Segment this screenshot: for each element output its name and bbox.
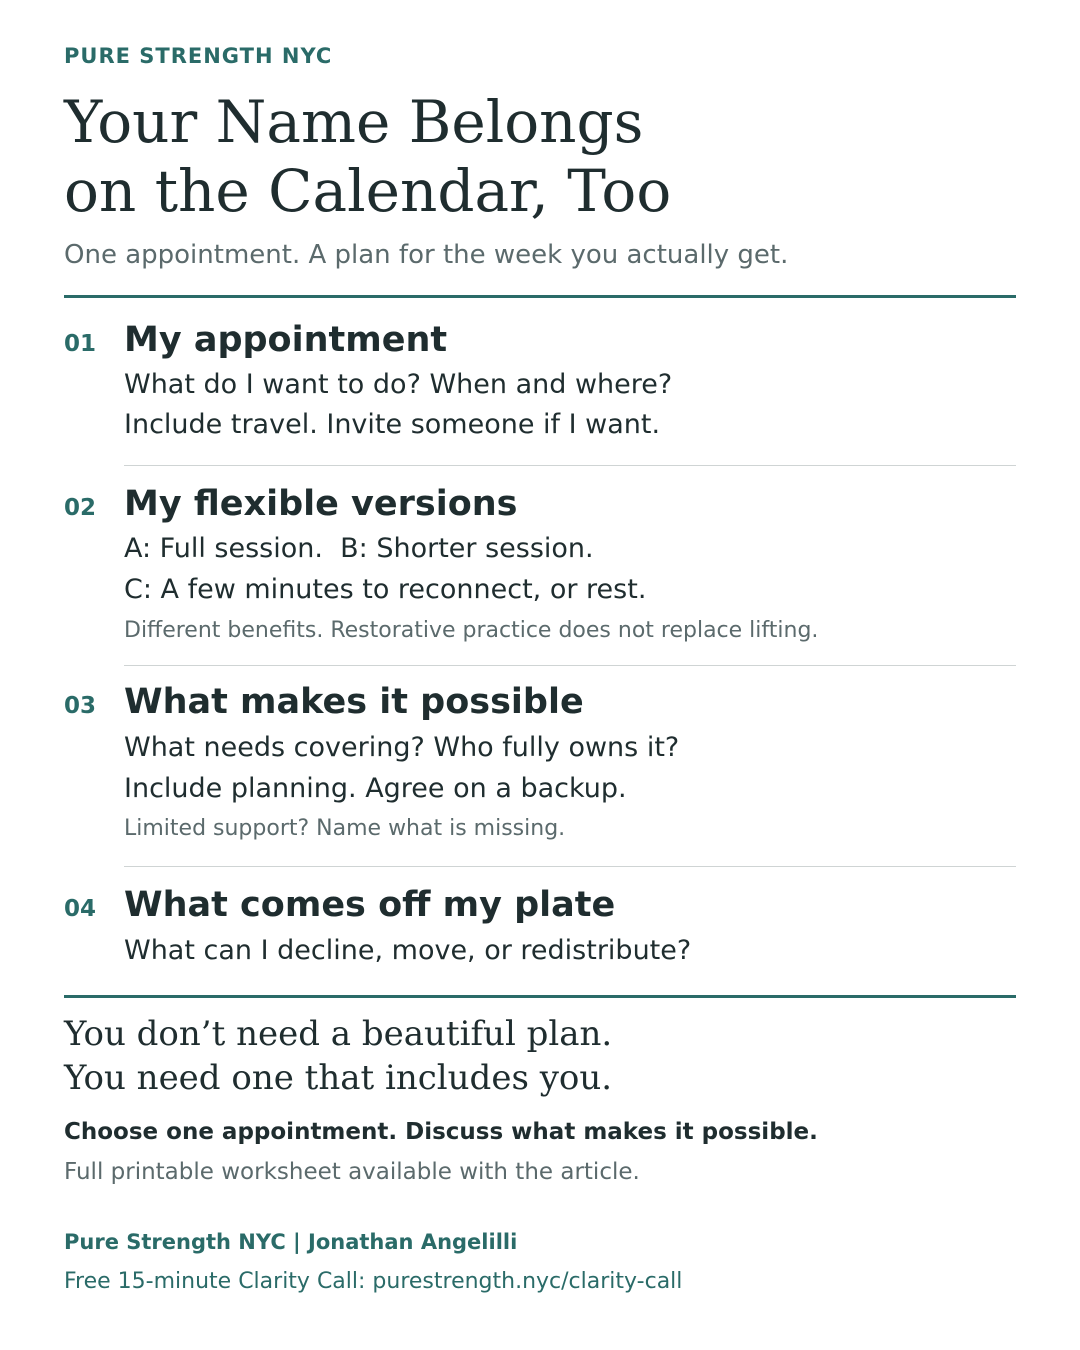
section-number: 02 [64, 495, 97, 521]
section-title: What comes off my plate [124, 885, 616, 925]
section-title: What makes it possible [124, 682, 584, 722]
section-line: A: Full session. B: Shorter session. [124, 533, 594, 564]
section-note: Limited support? Name what is missing. [124, 816, 566, 841]
section-divider [124, 465, 1016, 466]
section-line: Include travel. Invite someone if I want. [124, 409, 661, 440]
call-to-action: Choose one appointment. Discuss what makes it possible. [64, 1119, 818, 1145]
page-subtitle: One appointment. A plan for the week you actually get. [64, 240, 789, 270]
closing-message [64, 1012, 612, 1100]
section-line: Include planning. Agree on a backup. [124, 773, 627, 804]
section-line: C: A few minutes to reconnect, or rest. [124, 574, 647, 605]
section-title: My flexible versions [124, 484, 518, 524]
worksheet-note: Full printable worksheet available with the article. [64, 1159, 640, 1185]
section-number: 03 [64, 693, 97, 719]
section-divider [124, 665, 1016, 666]
section-note: Different benefits. Restorative practice does not replace lifting. [124, 618, 819, 643]
closing-line-2: You need one that includes you. [64, 1058, 613, 1098]
title-line-1: Your Name Belongs [64, 88, 644, 156]
title-line-2: on the Calendar, Too [64, 157, 672, 225]
section-line: What do I want to do? When and where? [124, 369, 673, 400]
closing-divider [64, 995, 1016, 998]
section-number: 04 [64, 896, 97, 922]
section-line: What can I decline, move, or redistribute? [124, 935, 692, 966]
section-divider [124, 866, 1016, 867]
page-title [64, 88, 671, 226]
section-line: What needs covering? Who fully owns it? [124, 732, 680, 763]
footer-attribution: Pure Strength NYC | Jonathan Angelilli [64, 1230, 518, 1254]
section-title: My appointment [124, 320, 448, 360]
clarity-call-link[interactable]: Free 15-minute Clarity Call: purestrength.nyc/clarity-call [64, 1269, 683, 1294]
worksheet-page [64, 0, 1016, 1350]
section-number: 01 [64, 331, 97, 357]
closing-line-1: You don’t need a beautiful plan. [64, 1014, 613, 1054]
brand-label: PURE STRENGTH NYC [64, 44, 333, 68]
header-divider [64, 295, 1016, 298]
